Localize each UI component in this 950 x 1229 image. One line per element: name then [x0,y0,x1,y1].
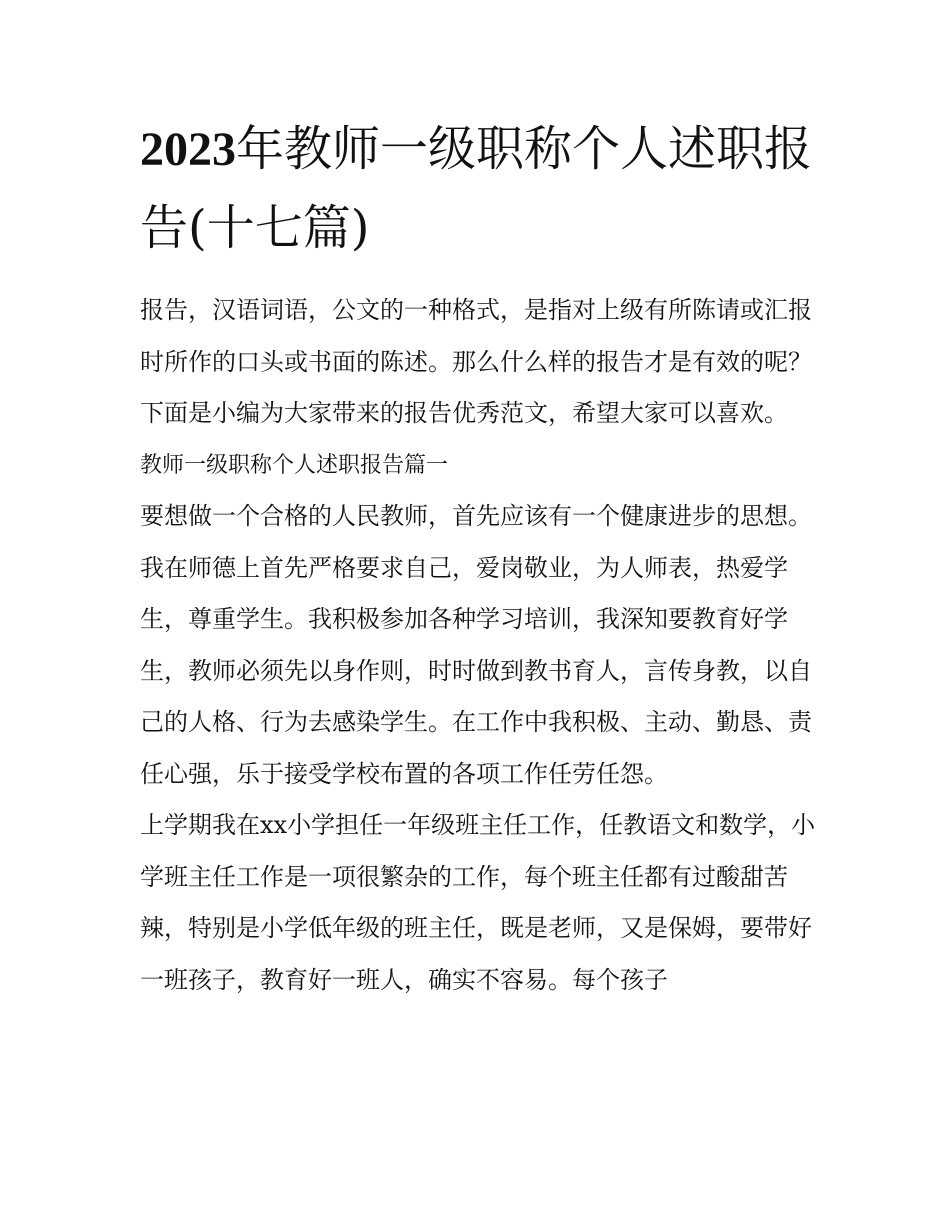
body-paragraph-2: 上学期我在xx小学担任一年级班主任工作，任教语文和数学，小学班主任工作是一项很繁杂的工作，每个班主任都有过酸甜苦辣，特别是小学低年级的班主任，既是老师，又是保姆，要带好一班孩子，教育好一班人，确实不容易。每个孩子 [140,811,816,994]
section-heading: 教师一级职称个人述职报告篇一 [140,452,449,478]
body-paragraph-1: 要想做一个合格的人民教师，首先应该有一个健康进步的思想。我在师德上首先严格要求自己，爱岗敬业，为人师表，热爱学生，尊重学生。我积极参加各种学习培训，我深知要教育好学生，教师必须先以身作则，时时做到教书育人，言传身教，以自己的人格、行为去感染学生。在工作中我积极、主动、勤恳、责任心强，乐于接受学校布置的各项工作任劳任怨。 [140,502,812,788]
document-title [140,110,820,267]
intro-paragraph: 报告，汉语词语，公文的一种格式，是指对上级有所陈请或汇报时所作的口头或书面的陈述。那么什么样的报告才是有效的呢？下面是小编为大家带来的报告优秀范文，希望大家可以喜欢。 [140,296,812,427]
title-year: 2023 [140,123,236,176]
title-text: 年教师一级职称个人述职报告(十七篇) [140,121,813,256]
document-page [140,110,820,1006]
